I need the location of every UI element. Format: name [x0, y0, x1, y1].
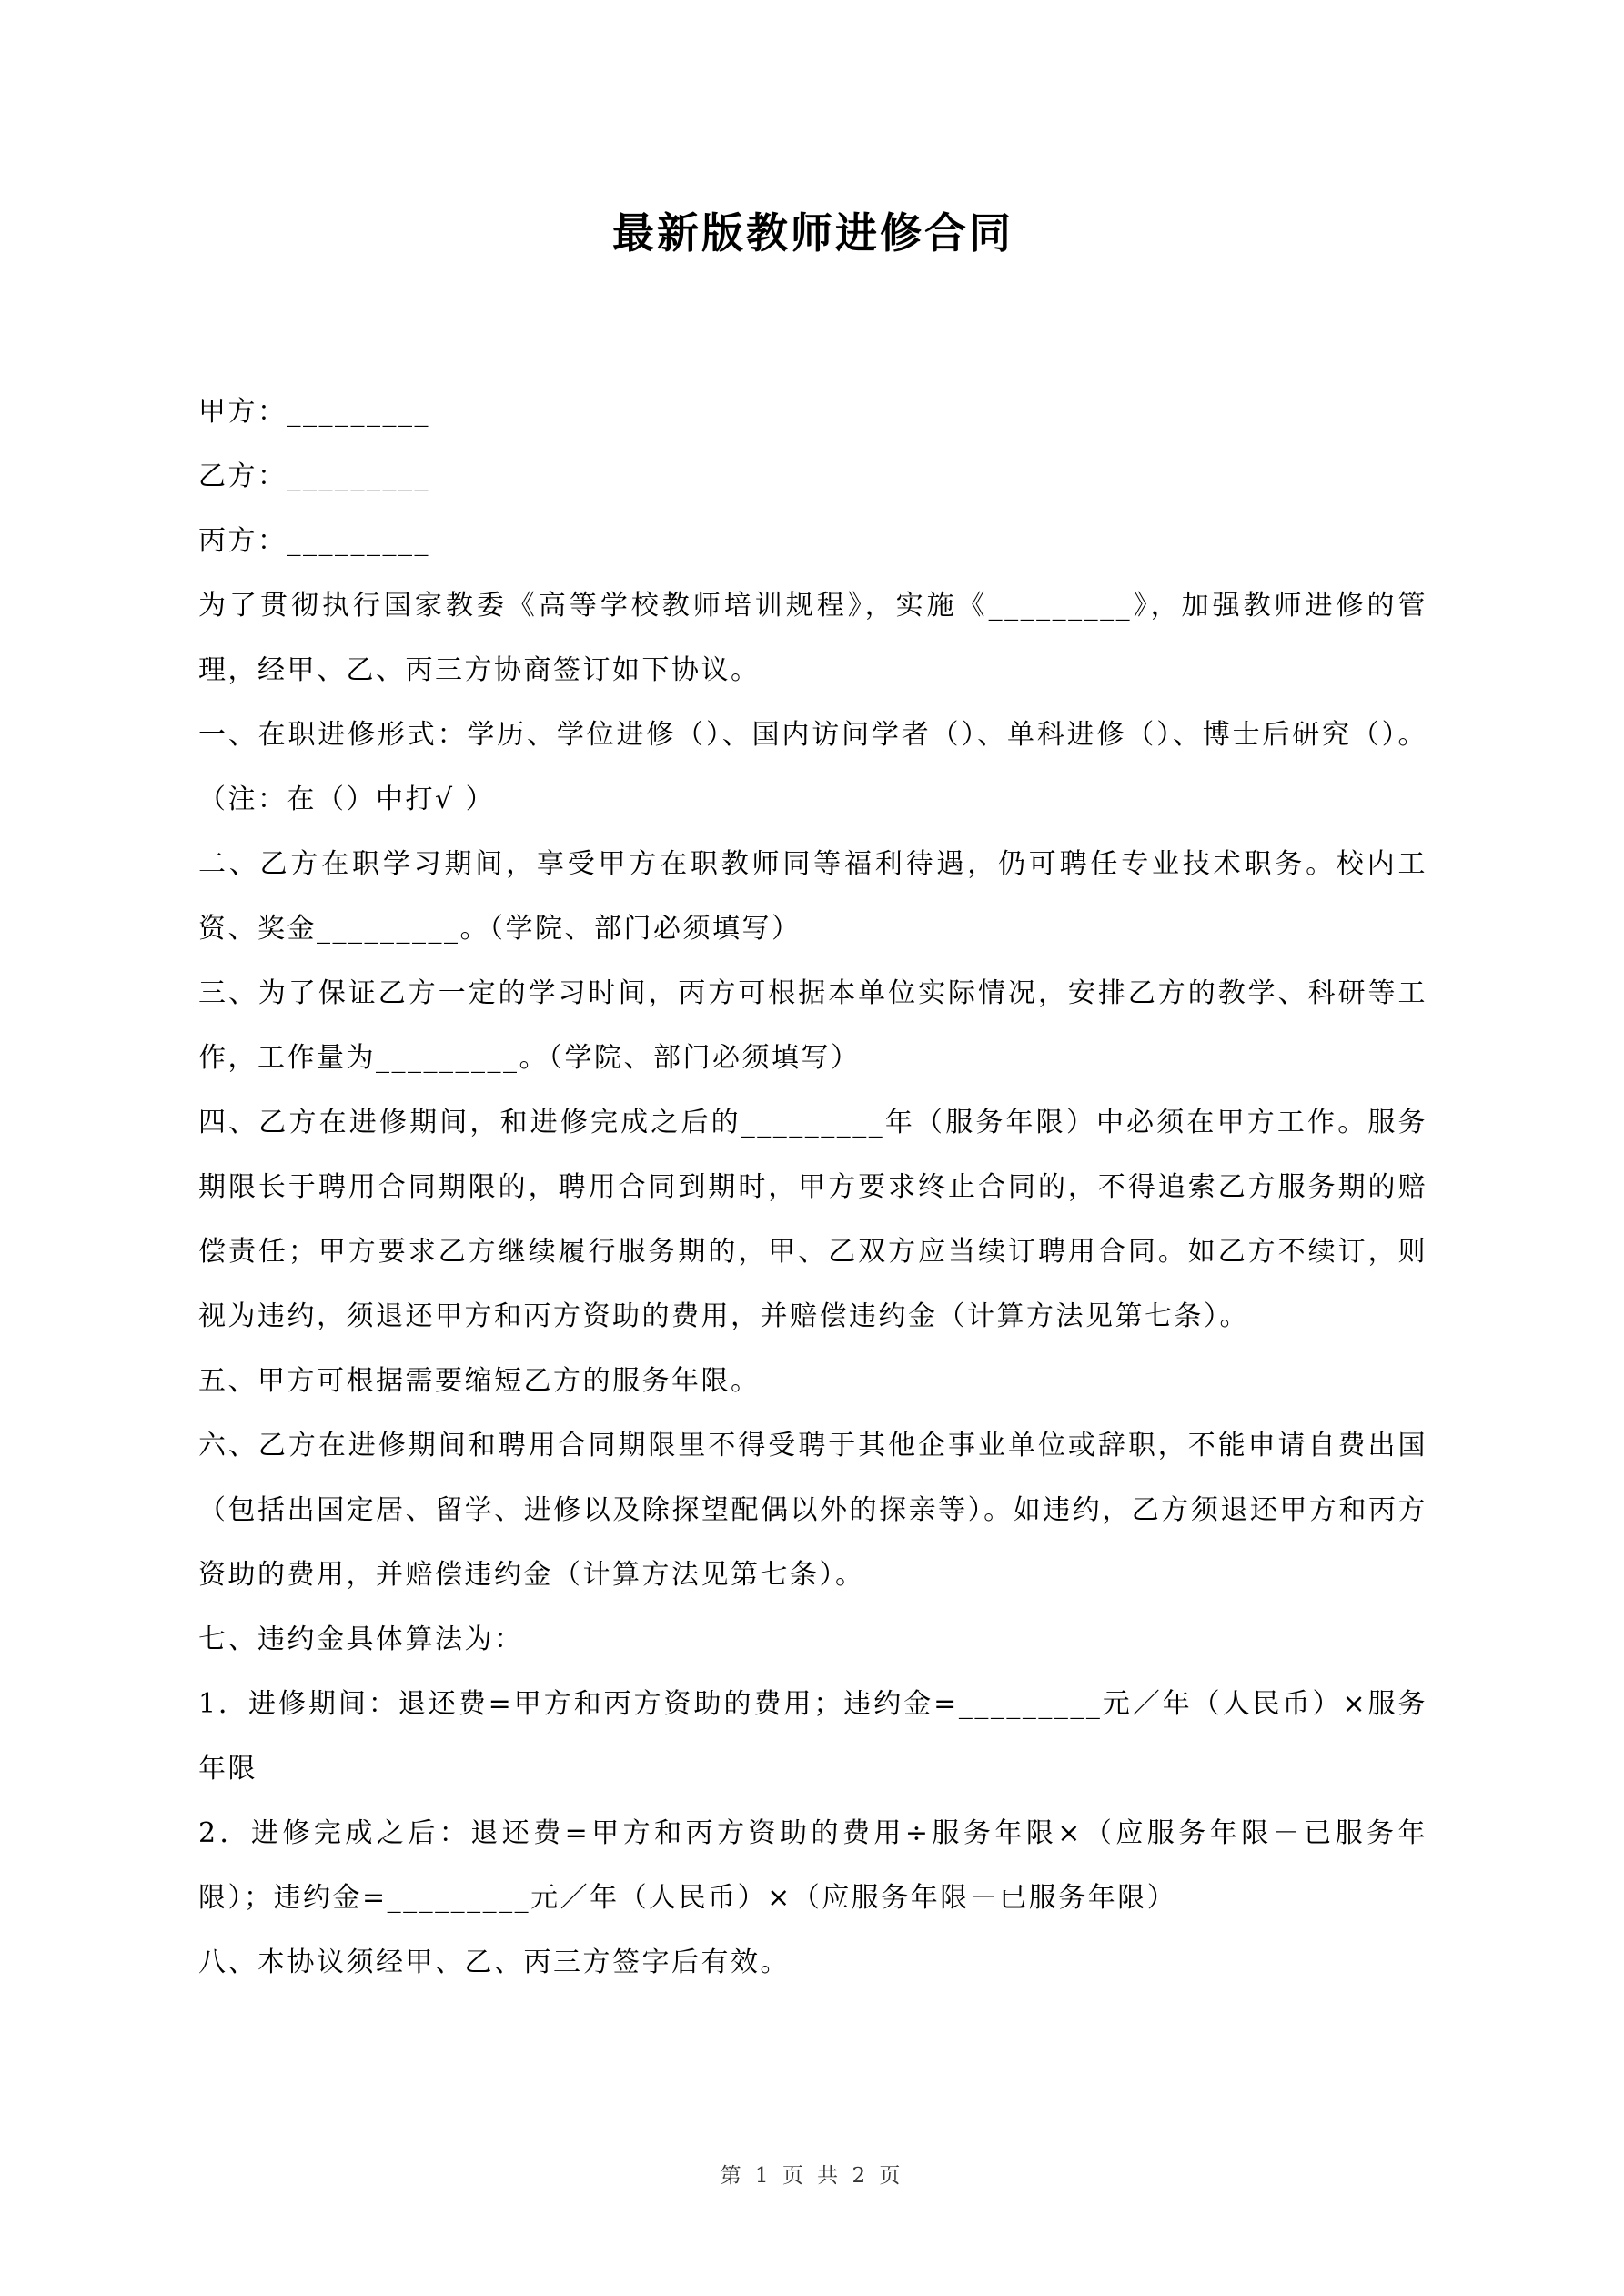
- clause-7: 七、违约金具体算法为：: [198, 1623, 524, 1655]
- party-c-line: 丙方：_________: [198, 525, 430, 557]
- page-number-footer: 第 1 页 共 2 页: [720, 2164, 904, 2188]
- clause-7-item-2: 2．进修完成之后：退还费=甲方和丙方资助的费用÷服务年限×（应服务年限－已服务年限）；违约金=_________元／年（人民币）×（应服务年限－已服务年限）: [198, 1817, 1427, 1914]
- clause-2: 二、乙方在职学习期间，享受甲方在职教师同等福利待遇，仍可聘任专业技术职务。校内工资、奖金_________。（学院、部门必须填写）: [198, 848, 1427, 945]
- document-body: [198, 379, 1427, 1995]
- party-b-line: 乙方：_________: [198, 460, 430, 492]
- clause-5: 五、甲方可根据需要缩短乙方的服务年限。: [198, 1365, 761, 1397]
- clause-6: 六、乙方在进修期间和聘用合同期限里不得受聘于其他企事业单位或辞职，不能申请自费出国（包括出国定居、留学、进修以及除探望配偶以外的探亲等）。如违约，乙方须退还甲方和丙方资助的费用，并赔偿违约金（计算方法见第七条）。: [198, 1430, 1427, 1591]
- clause-1: 一、在职进修形式：学历、学位进修（）、国内访问学者（）、单科进修（）、博士后研究（）。（注：在（）中打√ ）: [198, 719, 1427, 815]
- clause-4: 四、乙方在进修期间，和进修完成之后的_________年（服务年限）中必须在甲方工作。服务期限长于聘用合同期限的，聘用合同到期时，甲方要求终止合同的，不得追索乙方服务期的赔偿责任；甲方要求乙方继续履行服务期的，甲、乙双方应当续订聘用合同。如乙方不续订，则视为违约，须退还甲方和丙方资助的费用，并赔偿违约金（计算方法见第七条）。: [198, 1107, 1427, 1332]
- party-a-line: 甲方：_________: [198, 396, 430, 428]
- clause-7-item-1: 1．进修期间：退还费=甲方和丙方资助的费用；违约金=_________元／年（人民币）×服务年限: [198, 1688, 1427, 1785]
- preamble-paragraph: 为了贯彻执行国家教委《高等学校教师培训规程》，实施《_________》，加强教师进修的管理，经甲、乙、丙三方协商签订如下协议。: [198, 590, 1427, 686]
- clause-3: 三、为了保证乙方一定的学习时间，丙方可根据本单位实际情况，安排乙方的教学、科研等工作，工作量为_________。（学院、部门必须填写）: [198, 977, 1427, 1074]
- clause-8: 八、本协议须经甲、乙、丙三方签字后有效。: [198, 1947, 790, 1978]
- document-title: 最新版教师进修合同: [612, 208, 1014, 258]
